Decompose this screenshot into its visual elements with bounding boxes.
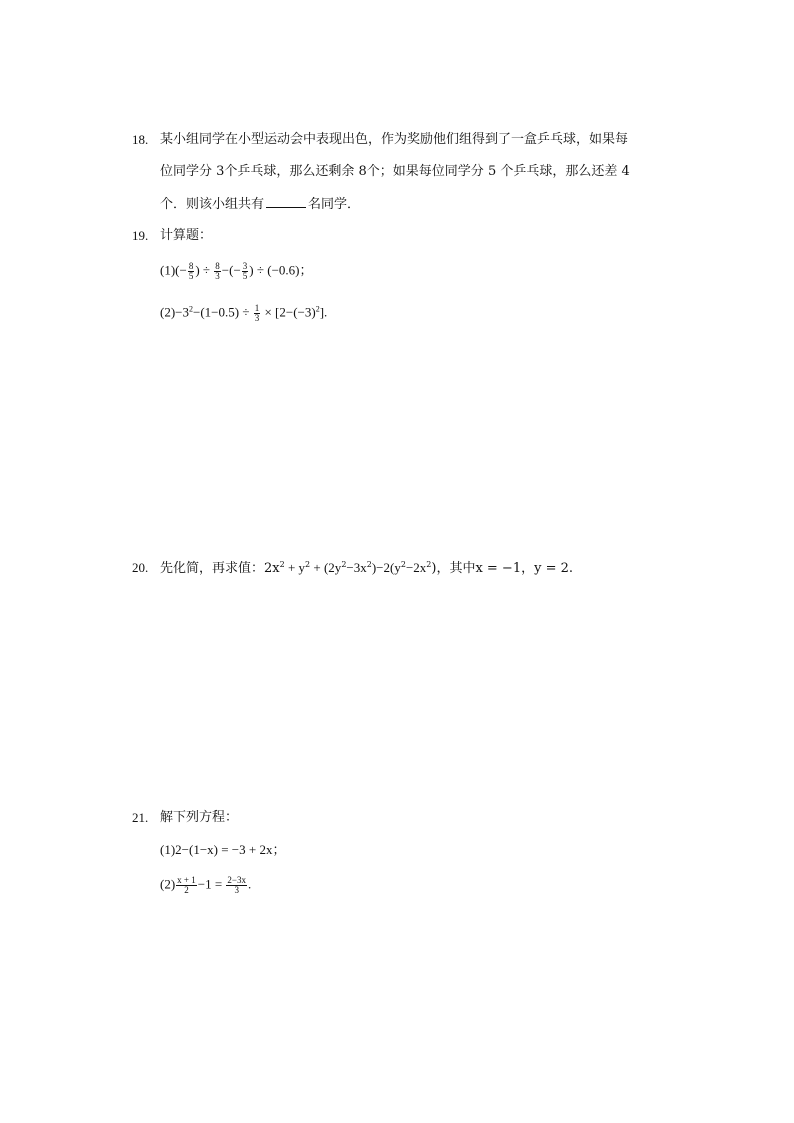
expr-text: (1)(− — [160, 262, 187, 278]
expr-text: × [2−(−3) — [261, 304, 316, 320]
exponent: 2 — [400, 560, 406, 569]
denominator: 3 — [215, 271, 220, 281]
expr-text: )，其中x = −1，y = 2. — [431, 561, 574, 576]
question-number: 19. — [132, 228, 149, 243]
exponent: 2 — [305, 560, 311, 569]
exponent: 2 — [426, 560, 432, 569]
fraction — [188, 262, 195, 281]
numerator: 8 — [188, 261, 194, 271]
denominator: 3 — [254, 313, 260, 323]
fraction — [226, 876, 247, 895]
expr-text: −1 = — [197, 876, 226, 892]
sub-problem-2 — [160, 876, 251, 895]
expr-text: ) ÷ — [195, 262, 214, 278]
denominator: 5 — [242, 271, 248, 281]
exponent: 2 — [341, 560, 347, 569]
expr-text: −(1−0.5) ÷ — [193, 304, 253, 320]
question-number: 18. — [132, 132, 149, 147]
numerator: x + 1 — [177, 875, 196, 885]
fraction — [254, 304, 261, 323]
question-text: 个．则该小组共有 — [160, 197, 265, 212]
exponent: 2 — [366, 560, 372, 569]
sub-problem-1 — [160, 262, 313, 281]
expr-text: 先化简，再求值：2x — [160, 561, 280, 576]
expr-text: (2) — [160, 876, 176, 892]
question-title: 计算题： — [160, 228, 213, 243]
exponent: 2 — [315, 304, 320, 314]
question-text-line — [160, 196, 360, 212]
question-text: 名同学． — [308, 197, 361, 212]
sub-problem-1: (1)2−(1−x) = −3 + 2x； — [160, 842, 286, 857]
expr-text: + (2y — [310, 560, 342, 575]
expr-text: −2x — [405, 560, 427, 575]
denominator: 5 — [188, 271, 194, 281]
exponent: 2 — [279, 560, 285, 569]
numerator: 2−3x — [227, 875, 246, 885]
denominator: 2 — [176, 885, 197, 895]
expr-text: −(− — [221, 262, 241, 278]
question-text-line — [160, 560, 573, 576]
fraction — [214, 262, 221, 281]
numerator: 8 — [215, 261, 220, 271]
exponent: 2 — [189, 304, 193, 314]
denominator: 3 — [226, 885, 247, 895]
question-title: 解下列方程： — [160, 810, 239, 825]
question-number: 20. — [132, 560, 149, 575]
expr-text: + y — [284, 560, 306, 575]
question-text-line: 位同学分 3个乒乓球，那么还剩余 8个；如果每位同学分 5 个乒乓球，那么还差 4 — [160, 164, 630, 179]
numerator: 3 — [242, 261, 248, 271]
fraction — [176, 876, 197, 895]
expr-text: ) ÷ (−0.6)； — [249, 262, 313, 278]
expr-text: . — [248, 876, 252, 892]
question-number: 21. — [132, 810, 149, 825]
numerator: 1 — [254, 303, 260, 313]
fraction — [242, 262, 249, 281]
sub-problem-2 — [160, 304, 327, 323]
expr-text: )−2(y — [371, 560, 401, 575]
expr-text: ]. — [319, 304, 328, 320]
expr-text: −3x — [346, 560, 367, 575]
expr-text: (2)−3 — [160, 304, 189, 320]
answer-blank — [266, 196, 306, 208]
question-text-line: 某小组同学在小型运动会中表现出色，作为奖励他们组得到了一盒乒乓球，如果每 — [160, 132, 629, 147]
